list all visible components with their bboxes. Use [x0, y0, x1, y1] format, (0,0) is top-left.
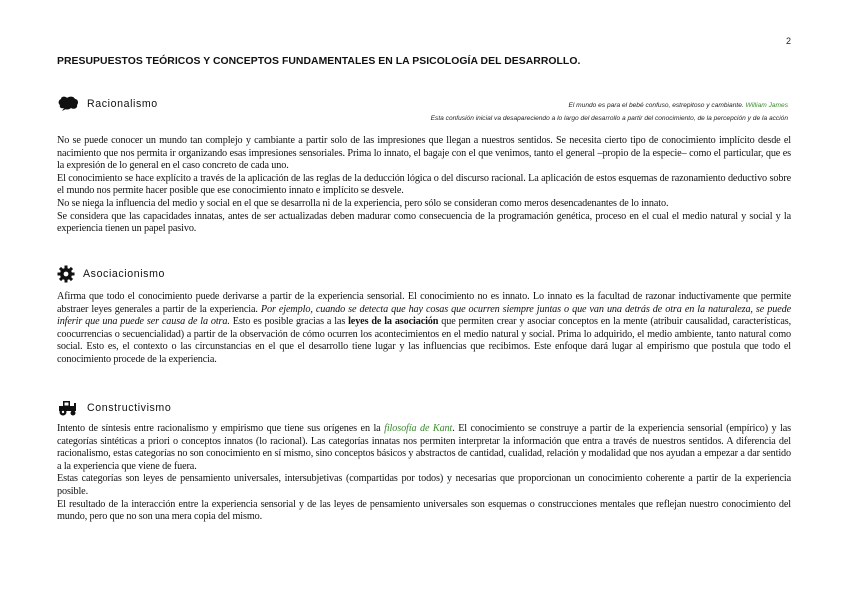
text-run: . El conocimiento se construye a partir de la experiencia sensorial (empírico) y las categorías sintéticas a priori o conceptos innatos (lo racional). Las categorías innatas nos permiten interpretar la información que entra a través de nuestros sentidos. A diferencia del racionalismo, estas categorías no son conocimiento en sí mismo, sino conceptos básicos y abstractos de cantidad, cualidad, relación y modalidad que nos ayudan a empezar a dar sentido a la experiencia que viene de fuera.: [57, 423, 791, 472]
section-heading-asociacionismo: [57, 265, 165, 283]
section-heading-racionalismo: [57, 96, 158, 112]
key-term: leyes de la asociación: [348, 316, 439, 328]
quote-line: [568, 102, 788, 109]
racionalismo-body: [57, 135, 791, 236]
text-run: Afirma que todo el conocimiento puede derivarse a partir de la experiencia sensorial. El conocimiento no es innato. Lo innato es la facultad de razonar inductivamente que permite abstraer leyes generales a partir de la experiencia.: [57, 291, 791, 315]
section-title: Racionalismo: [87, 98, 158, 110]
paragraph: Estas categorías son leyes de pensamiento universales, intersubjetivas (compartidas por todos) y necesarias que proporcionan un conocimiento coherente a partir de la experiencia posible.: [57, 473, 791, 497]
paragraph: El resultado de la interacción entre la experiencia sensorial y de las leyes de pensamiento universales son esquemas o construcciones mentales que reflejan nuestro conocimiento del mundo, pero que no son una mera copia del mismo.: [57, 498, 791, 523]
paragraph: Se considera que las capacidades innatas, antes de ser actualizadas deben madurar como consecuencia de la programación genética, proceso en el cual el medio natural y social y la experiencia tienen un papel pasivo.: [57, 210, 791, 235]
paragraph: No se niega la influencia del medio y social en el que se desarrolla ni de la experiencia, pero sólo se consideran como meros desencadenantes de lo innato.: [57, 197, 669, 209]
text-run: Intento de síntesis entre racionalismo y empirismo que tiene sus orígenes en la: [57, 423, 385, 434]
asociacionismo-body: [57, 291, 791, 367]
constructivismo-body: [57, 423, 791, 524]
paragraph: El conocimiento se hace explícito a través de la aplicación de las reglas de la deducción lógica o del discurso racional. La aplicación de estos esquemas de razonamiento deductivo sobre el mundo nos permite hacer posible que ese conocimiento innato e implícito se desvele.: [57, 172, 791, 197]
quote-subline: Esta confusión inicial va desapareciendo a lo largo del desarrollo a partir del conocimiento, de la percepción y de la acción: [430, 115, 788, 122]
brain-icon: [57, 96, 79, 112]
text-run: Esto es posible gracias a las: [229, 316, 349, 328]
quote-text: El mundo es para el bebé confuso, estrepitoso y cambiante.: [568, 102, 744, 109]
section-heading-constructivismo: [57, 400, 171, 416]
paragraph: [57, 291, 791, 367]
section-title: Constructivismo: [87, 402, 172, 414]
text-run: que permiten crear y asociar conceptos en la mente (atribuir causalidad, características, coocurrencias o secuencialidad) a partir de la observación de cómo ocurren los acontecimientos en el medio natural y social. Prima lo adquirido, el medio ambiente, tanto natural como social. Esto es, el contexto o las circunstancias en el que el desarrollo tiene lugar y las influencias que recibimos. Este enfoque dará lugar al empirismo que postula que todo el conocimiento procede de la experiencia.: [57, 316, 791, 365]
document-title: PRESUPUESTOS TEÓRICOS Y CONCEPTOS FUNDAMENTALES EN LA PSICOLOGÍA DEL DESARROLLO.: [57, 56, 581, 67]
paragraph: No se puede conocer un mundo tan complejo y cambiante a partir solo de las impresiones que llegan a nuestros sentidos. Se necesita cierto tipo de conocimiento implícito desde el nacimiento que nos permita ir organizando esas impresiones sensoriales. Prima lo innato, el bagaje con el que venimos, tanto el general –propio de la especie– como el particular, que es la expresión de lo general en el caso concreto de cada uno.: [57, 135, 791, 172]
quote-author: William James: [745, 102, 788, 109]
kant-link[interactable]: filosofía de Kant: [384, 423, 453, 434]
example-text: Por ejemplo, cuando se detecta que hay cosas que ocurren siempre juntas o que van una detrás de otra en la naturaleza, se puede inferir que una puede ser causa de la otra.: [57, 303, 791, 328]
paragraph: [57, 423, 791, 473]
page-number: 2: [785, 36, 791, 46]
tractor-icon: [57, 400, 79, 416]
section-title: Asociacionismo: [83, 268, 165, 280]
gear-icon: [57, 265, 75, 283]
